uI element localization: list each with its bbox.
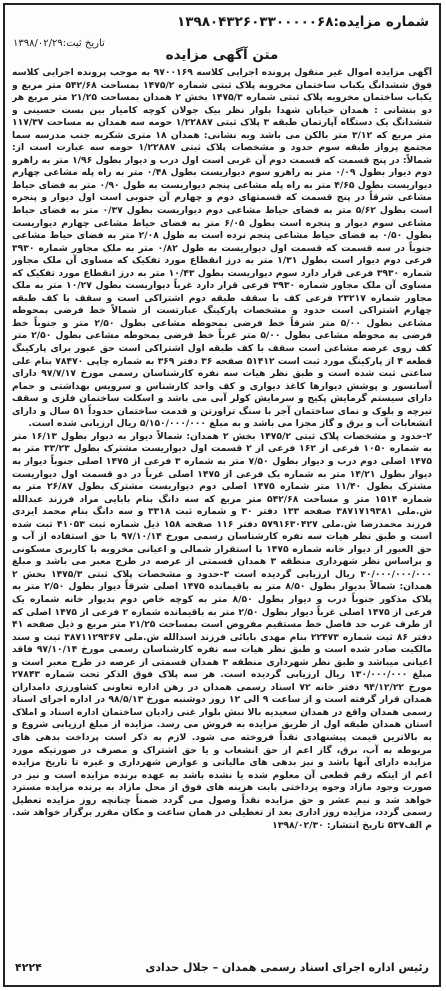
notice-paragraph-1: آگهی مزایده اموال غیر منقول پرونده اجرایی کلاسه ۹۷۰۰۱۶۹ به موجب پرونده اجرایی کلاسه فوق ششدانگ یکباب ساختمان مخروبه پلاک ثبتی شماره ۱۴۷۵/۲ بمساحت ۵۴۲/۶۸ متر مربع و یکباب ساختمان مخروبه پلاک ثبتی شماره ۱۴۷۵/۳ بخش ۲ همدان بمساحت ۲۱/۲۵ متر مربع هر دو بنشانی : همدان خیابان شهدا بلوار نظر بیک جولان کوچه کامیار بین بست حسینی و ششدانگ یک دستگاه آپارتمان طبقه ۳ پلاک ثبتی ۱/۲۲۸۸۷ حومه سه همدان به مساحت ۱۱۷/۳۷ متر مربع که ۳/۱۲ متر بالکن می باشد وبه نشانی: همدان ۱۸ متری شکریه جنب مدرسه سما مجتمع پرواز طبقه سوم حدود و مشخصات پلاک ثبتی ۱/۲۲۸۸۷ حومه سه عبارت است از: شمالاً: در پنج قسمت که قسمت دوم آن غربی است اول درب و دیوار بطول ۱/۹۶ متر به راهرو دوم دیوار بطول ۰/۰۹ متر به راهرو سوم دیواریست بطول ۰/۴۸ متر به راه پله مشاعی چهارم دیواریست بطول ۴/۶۵ متر به راه پله مشاعی پنجم دیواریست به طول ۰/۹۰ متر به فضای حیاط مشاعی شرقاً در پنج قسمت که قسمتهای دوم و چهارم آن جنوبی است اول دیوار و پنجره است بطول ۵/۶۲ متر به فضای حیاط مشاعی دوم دیواریست بطول ۰/۳۷ متر به فضای حیاط مشاعی سوم دیوار و پنجره است بطول ۶/۰۵ متر به فضای حیاط مشاعی چهارم دیواریست بطول ۰/۵۰ به فضای حیاط مشاعی پنجم نرده است به طول ۲/۰۸ متر به فضای حیاط مشاعی جنوباً در سه قسمت که قسمت اول دیواریست به طول ۰/۸۲ متر به ملک مجاور شماره ۳۹۳۰ فرعی دوم دیوار است بطول ۱/۳۱ متر به درز انقطاع مورد تفکیک که مساوی آن ملک مجاور شماره ۳۹۳۰ فرعی قرار دارد سوم دیواریست بطول ۱۰/۴۳ متر به درز انقطاع مورد تفکیک که مساوی آن ملک مجاور شماره ۳۹۳۰ فرعی قرار دارد غرباً دیواریست بطول ۱۰/۲۷ متر به ملک مجاور شماره ۲۳۲۱۷ فرعی کف با سقف طبقه دوم اشتراکی است و سقف با کف طبقه چهارم اشتراکی است حدود و مشخصات پارکینگ عبارتست از شمالاً خط فرضی بمحوطه مشاعی بطول ۵/۰۰ متر شرقاً خط فرضی بمحوطه مشاعی بطول ۲/۵۰ متر و جنوباً خط فرضی به محوطه مشاعی بطول ۵/۰۰ متر غرباً خط فرضی بمحوطه مشاعی بطول ۲/۵۰ متر کف روی عرصه مشاعی است سقف با کف طبقه اول اشتراکی است حق عبور برای پارکینگ قطعه ۴ از پارکینگ مورد ثبت است ۵۱۴۱۲ صفحه ۳۶ دفتر ۳۶۹ به شماره چاپی ۷۸۴۷۰ بنام علی ساعتی ثبت شده است و طبق نظر هیات سه نفره کارشناسان رسمی مورخ ۹۷/۷/۱۷ دارای آسانسور و پوشش دیوارها کاغذ دیواری و کف واحد کارشناس و سرویس بهداشتی و حمام دارای سیستم گرمایش پکیج و سرمایش کولر آبی می باشد و اسکلت ساختمان فلزی و سقف تیرچه و بلوک و نمای ساختمان آجر با سنگ تراورتن و قدمت ساختمان حدوداً ۵۱ سال و دارای انشعابات آب و برق و گاز مجزا می باشد و به مبلغ ۵/۱۵۰/۰۰۰/۰۰۰ ریال ارزیابی شده است. — [12, 67, 432, 430]
notice-title: متن آگهی مزایده — [165, 47, 279, 63]
notice-footer — [15, 957, 429, 977]
auction-number: شماره مزایده:۱۳۹۸۰۴۳۲۶۰۳۳۰۰۰۰۰۶۸ — [176, 14, 429, 30]
notice-body — [12, 67, 432, 947]
reference-number: ۴۲۲۴ — [15, 960, 42, 974]
signature-line: رئیس اداره اجرای اسناد رسمی همدان – جلال حدادی — [145, 960, 429, 974]
notice-page — [3, 3, 441, 987]
issue-date: تاریخ ثبت:۱۳۹۸/۰۲/۲۹ — [13, 38, 105, 49]
notice-paragraph-2: ۲-حدود و مشخصات پلاک ثبتی ۱۴۷۵/۲ بخش ۲ همدان: شمالاً دیوار به دیوار بطول ۱۶/۱۳ متر به شماره ۱۰۵۰ فرعی از ۱۶۲ فرعی از ۲ قسمت اول دیواریست مشترک بطول ۳۳/۲۳ متر به ۱۴۷۵ اصلی دوم درب و دیوار بطول ۷/۵۰ متر به شماره ۳ فرعی از ۱۴۷۵ اصلی جنوباً دیوار به دیوار بطول ۱۴/۲۱ متر به شماره یک فرعی از ۱۴۷۵ اصلی غرباً در دو قسمت اول دیواریست مشترک بطول ۱۱/۴۰ متر شماره ۱۴۷۵ اصلی دوم دیواریست مشترک بطول ۲۶/۸۷ متر به شماره ۱۵۱۴ متر و مساحت ۵۴۲/۶۸ متر مربع که سه دانگ بنام بابایی مراد فرزند عبدالله ش.ملی ۳۸۷۱۷۱۹۳۸۱ صفحه ۱۳۳ دفتر ۳۰ و شماره ثبت ۳۳۱۸ و سه دانگ بنام محمد ایزدی فرزند محمدرضا ش.ملی ۵۷۹۱۶۳۰۴۲۷ دفتر ۱۱۶ صفحه ۱۵۸ ذیل شماره ثبت ۴۱۰۵۳ ثبت شده است و طبق نظر هیات سه نفره کارشناسان رسمی مورخ ۹۷/۱۰/۱۴ با حق استفاده از آب و حق العبور از دیوار خانه شماره ۱۴۷۵ با استقرار شمالی و اعیانی مخروبه با کاربری مسکونی و براساس نظر شهرداری منطقه ۳ همدان قسمتی از عرصه در طرح معبر می باشد و مبلغ ۳۰/۰۰۰/۰۰۰/۰۰۰ ریال ارزیابی گردیده است ۳-حدود و مشخصات پلاک ثبتی ۱۴۷۵/۳ بخش ۲ همدان: شمالاً بدیوار بطول ۸/۵۰ متر به باقیمانده ۱۴۷۵ اصلی شرقاً دیوار بطول ۲/۵۰ متر به پلاک مذکور جنوباً درب و دیوار بطول ۸/۵۰ متر به کوچه خاص دوم بدیوار خانه شماره یک فرعی از ۱۴۷۵ اصلی غرباً دیوار بطول ۲/۵۰ متر به باقیمانده شماره ۲ فرعی از ۱۴۷۵ اصلی که از طرف غرب حد فاصل خط مستقیم مفروض است بمساحت ۲۱/۲۵ متر مربع و ذیل صفحه ۴۱ دفتر ۸۶ ثبت شماره ۲۲۴۷۳ بنام مهدی بابائی فرزند اسدالله ش.ملی ۳۸۷۱۱۲۹۳۶۷ ثبت و سند مالکیت صادر شده است و طبق نظر هیات سه نفره کارشناسان رسمی مورخ ۹۷/۱۰/۱۴ فاقد اعیانی میباشد و طبق نظر شهرداری منطقه ۳ همدان قسمتی از عرصه در طرح معبر است و مبلغ ۱۳۰/۰۰۰/۰۰۰ ریال ارزیابی گردیده است. هر سه پلاک فوق الذکر تحت شماره ۲۷۸۴۳ مورخ ۹۴/۱۲/۲۲ دفتر خانه ۷۲ اسناد رسمی همدان در رهن اداره تعاونی کشاورزی دامداران همدان قرار گرفته است و از ساعت ۹ الی ۱۲ روز دوشنبه مورخ ۹۸/۵/۱۳ در اداره اجرای اسناد رسمی همدان واقع در همدان سعیدیه بالا نبش بلوار غنی زادیان ساختمان اداره اسناد و املاک استان همدان طبقه اول از طریق مزایده به فروش می رسد. مزایده از مبلغ ارزیابی شروع و به بالاترین قیمت پیشنهادی نقداً فروخته می شود. لازم به ذکر است پرداخت بدهی های مربوطه به آب، برق، گاز اعم از حق انشعاب و یا حق اشتراک و مصرف در صورتیکه مورد مزایده دارای آنها باشد و نیز بدهی های مالیاتی و عوارض شهرداری و غیره تا تاریخ مزایده اعم از اینکه رقم قطعی آن معلوم شده یا نشده باشد به عهده برنده مزایده است و نیز در صورت وجود مازاد وجوه پرداختی بابت هزینه های فوق از محل مازاد به برنده مزایده مسترد خواهد شد و نیم عشر و حق مزایده نقداً وصول می گردد ضمناً چنانچه روز مزایده تعطیل رسمی گردد، مزایده روز اداری بعد از تعطیلی در همان ساعت و مکان مقرر برگزار خواهد شد. م الف۵۳۷ تاریخ انتشار: ۱۳۹۸/۰۲/۳۰ — [12, 430, 432, 831]
notice-header — [11, 9, 429, 35]
